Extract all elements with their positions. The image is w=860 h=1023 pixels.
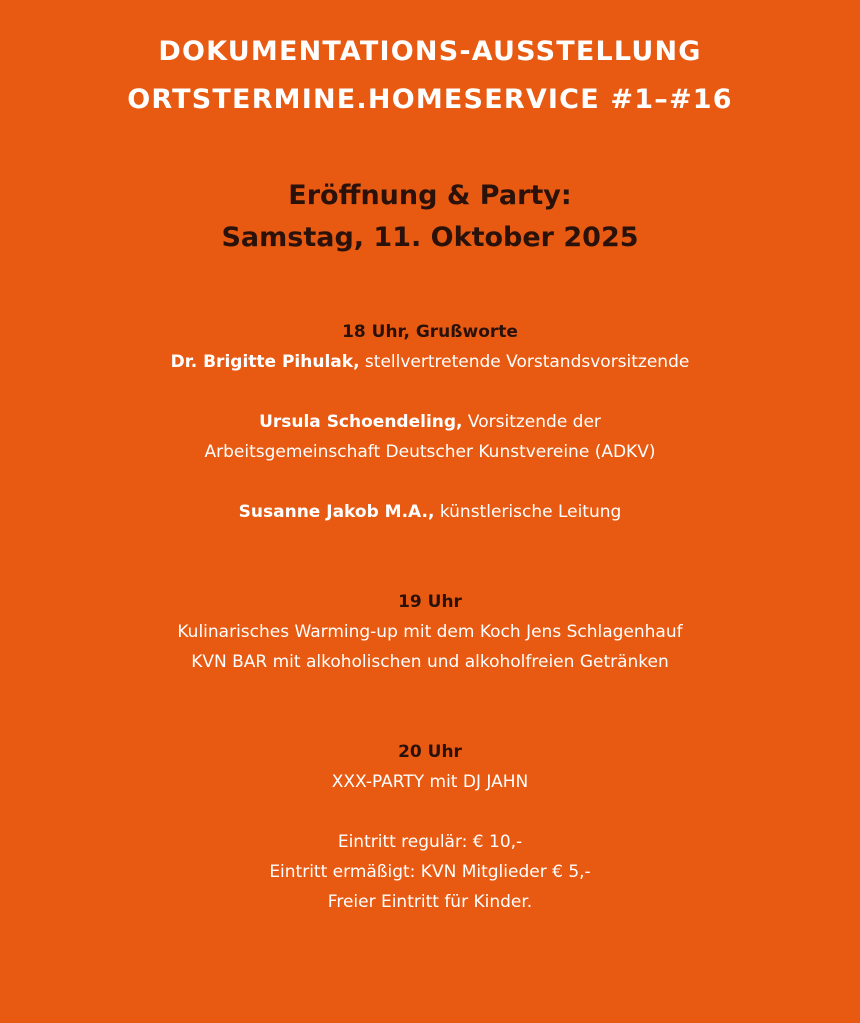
admission-regular: Eintritt regulär: € 10,- (337, 832, 523, 852)
speaker-pihulak-name: Dr. Brigitte Pihulak, (170, 352, 360, 372)
speaker-schoendeling-org: Arbeitsgemeinschaft Deutscher Kunstvereine (ADKV) (204, 442, 656, 462)
speaker-schoendeling (0, 410, 860, 434)
exhibition-title (0, 28, 860, 124)
exhibition-title-line2: ORTSTERMINE.HOMESERVICE #1–#16 (127, 84, 733, 115)
admission-reduced: Eintritt ermäßigt: KVN Mitglieder € 5,- (269, 862, 591, 882)
speaker-jakob-name: Susanne Jakob M.A., (238, 502, 435, 522)
speaker-jakob (0, 500, 860, 524)
event-date (0, 175, 860, 259)
admission-free: Freier Eintritt für Kinder. (327, 892, 533, 912)
speaker-schoendeling-name: Ursula Schoendeling, (259, 412, 463, 432)
speaker-schoendeling-role: Vorsitzende der (462, 412, 601, 432)
speaker-pihulak-role: stellvertretende Vorstandsvorsitzende (359, 352, 690, 372)
speaker-jakob-role: künstlerische Leitung (434, 502, 622, 522)
time-18: 18 Uhr, Grußworte (342, 322, 518, 342)
time-20: 20 Uhr (398, 742, 462, 762)
exhibition-title-line1: DOKUMENTATIONS-AUSSTELLUNG (158, 36, 702, 67)
bar-line: KVN BAR mit alkoholischen und alkoholfreien Getränken (191, 652, 669, 672)
event-date-line1: Eröffnung & Party: (288, 180, 572, 211)
warmup-line: Kulinarisches Warming-up mit dem Koch Jens Schlagenhauf (177, 622, 683, 642)
event-date-line2: Samstag, 11. Oktober 2025 (221, 222, 639, 253)
party-line: XXX-PARTY mit DJ JAHN (331, 772, 529, 792)
speaker-pihulak (0, 350, 860, 374)
time-19: 19 Uhr (398, 592, 462, 612)
